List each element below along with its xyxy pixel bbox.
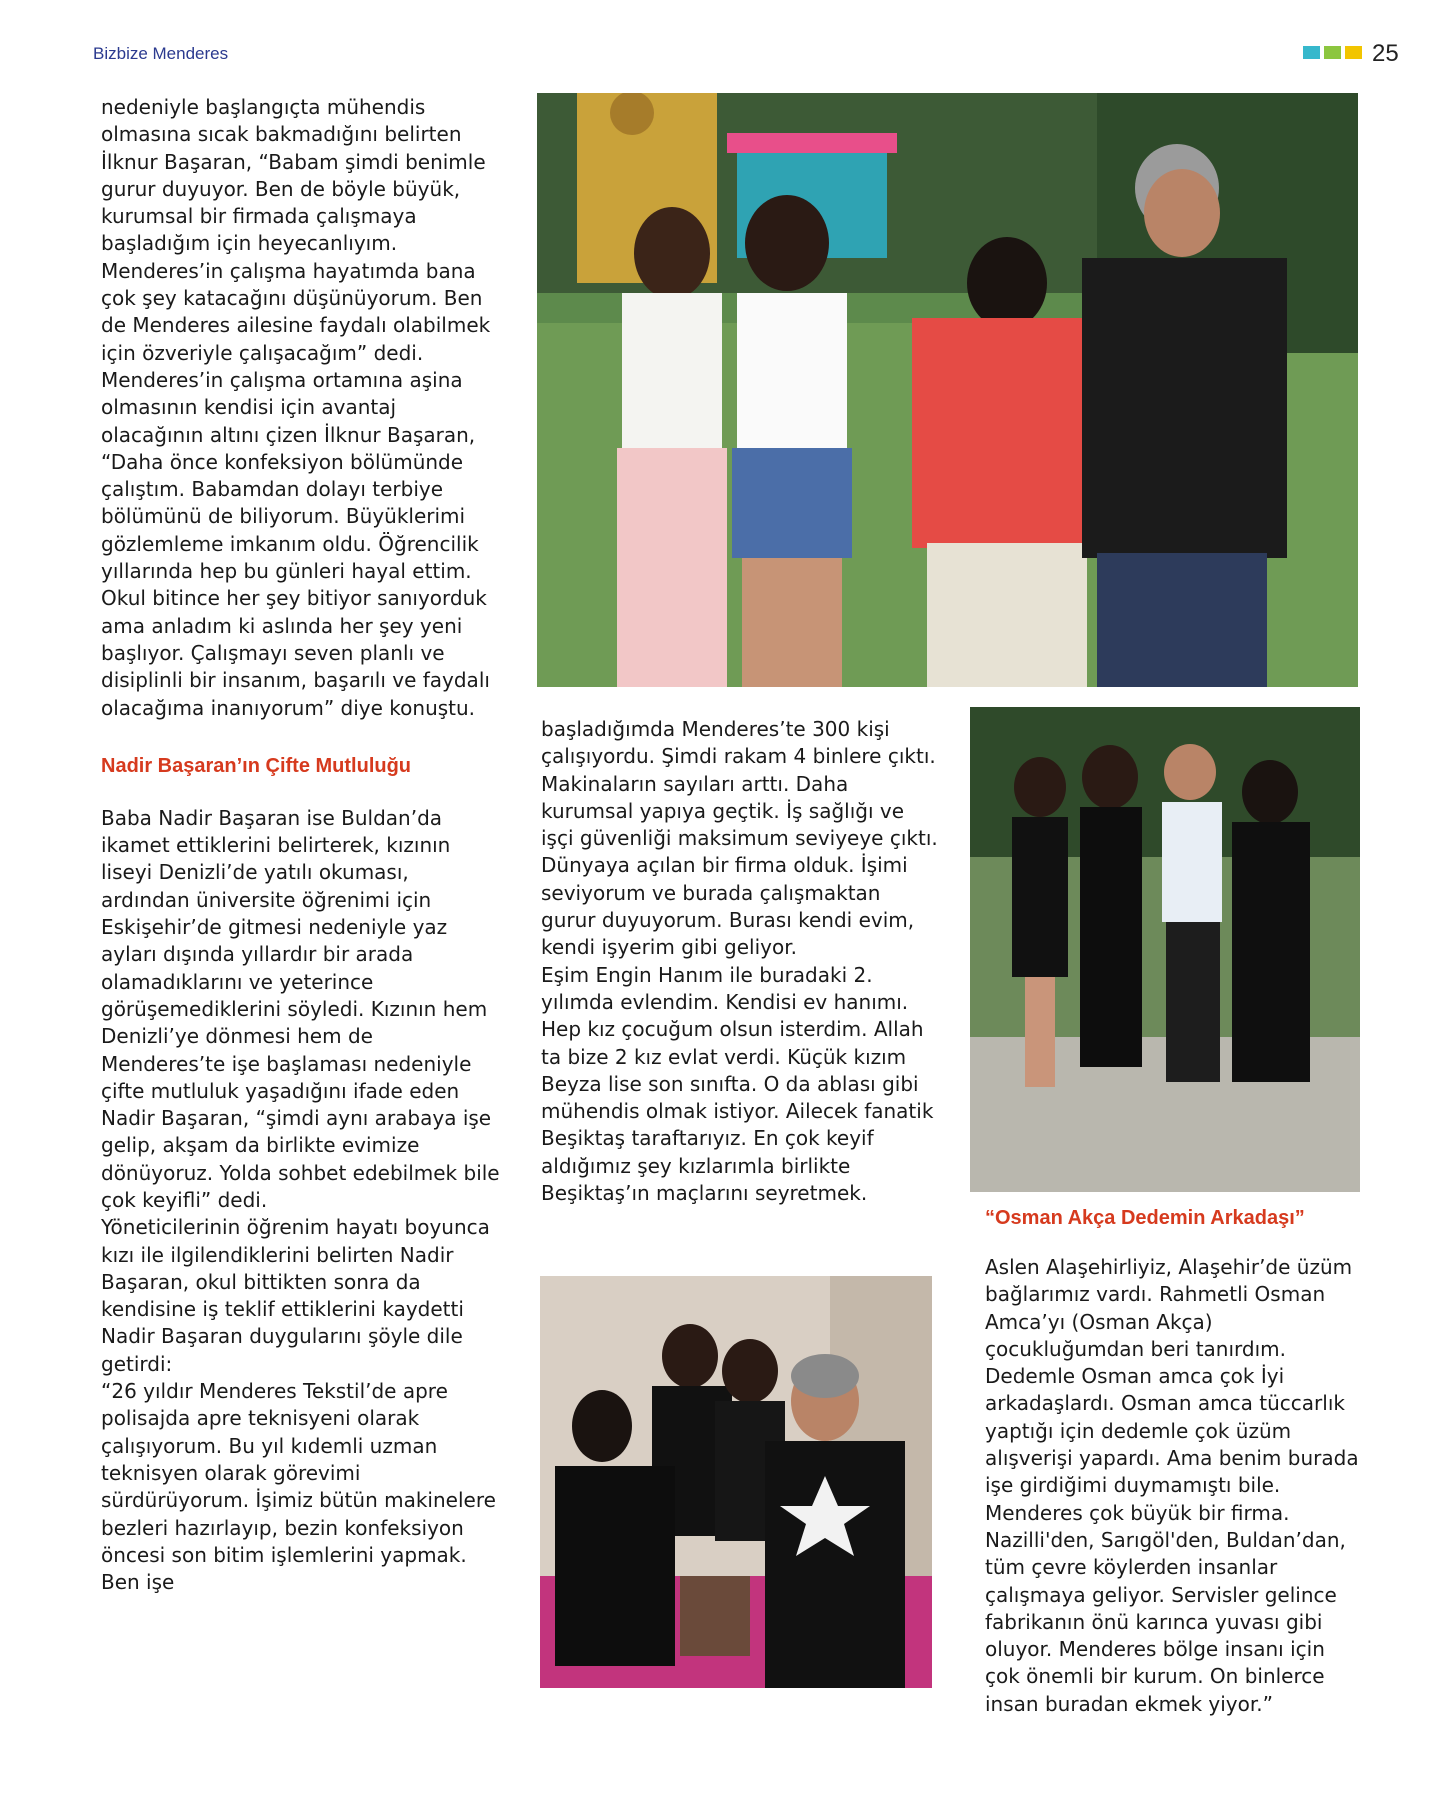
subheading-osman-akca: “Osman Akça Dedemin Arkadaşı” [985, 1207, 1305, 1229]
column-3 [985, 1205, 1365, 1718]
photo-family-park [537, 93, 1358, 687]
subheading-cifte-mutluluk: Nadir Başaran’ın Çifte Mutluluğu [101, 754, 412, 777]
page-number: 25 [1372, 40, 1399, 67]
color-squares [1303, 46, 1362, 59]
magazine-title: Bizbize Menderes [93, 44, 229, 63]
photo-family-besiktas [540, 1276, 932, 1688]
column-1-body-text: Baba Nadir Başaran ise Buldan’da ikamet ettiklerini belirterek, kızının liseyi Denizli’de yatılı okuması, ardından üniversite öğrenimi için Eskişehir’de gitmesi nedeniyle yaz ayları dışında yıllardır bir arada olamadıklarını ve yeterince görüşemediklerini söyledi. Kızının hem Denizli’ye dönmesi hem de Menderes’te işe başlaması nedeniyle çifte mutluluk yaşadığını ifade eden Nadir Başaran, “şimdi aynı arabaya işe gelip, akşam da birlikte evimize dönüyoruz. Yolda sohbet edebilmek bile çok keyifli” dedi. Yöneticilerinin öğrenim hayatı boyunca kızı ile ilgilendiklerini belirten Nadir Başaran, okul bittikten sonra da kendisine iş teklif ettiklerini kaydetti Nadir Başaran duygularını şöyle dile getirdi: “26 yıldır Menderes Tekstil’de apre polisajda apre teknisyeni olarak çalışıyorum. Bu yıl kıdemli uzman teknisyen olarak görevimi sürdürüyorum. İşimiz bütün makinelere bezleri hazırlayıp, bezin konfeksiyon öncesi son bitim işlemlerini yapmak. Ben işe [101, 805, 500, 1595]
column-1-intro-text: nedeniyle başlangıçta mühendis olmasına sıcak bakmadığını belirten İlknur Başaran, “Babam şimdi benimle gurur duyuyor. Ben de böyle büyük, kurumsal bir firmada çalışmaya başladığım için heyecanlıyım. Menderes’in çalışma hayatımda bana çok şey katacağını düşünüyorum. Ben de Menderes ailesine faydalı olabilmek için özveriyle çalışacağım” dedi. Menderes’in çalışma ortamına aşina olmasının kendisi için avantaj olacağının altını çizen İlknur Başaran, “Daha önce konfeksiyon bölümünde çalıştım. Babamdan dolayı terbiye bölümünü de biliyorum. Büyüklerimi gözlemleme imkanım oldu. Öğrencilik yıllarında hep bu günleri hayal ettim. Okul bitince her şey bitiyor sanıyorduk ama anladım ki aslında her şey yeni başlıyor. Çalışmayı seven planlı ve disiplinli bir insanım, başarılı ve faydalı olacağıma inanıyorum” diye konuştu. [101, 95, 491, 720]
photo-family-black-dresses [970, 707, 1360, 1192]
color-square-green [1324, 46, 1341, 59]
column-1 [101, 94, 501, 1596]
column-2 [541, 716, 941, 1207]
column-3-body-text: Aslen Alaşehirliyiz, Alaşehir’de üzüm bağlarımız vardı. Rahmetli Osman Amca’yı (Osman Akça) çocukluğumdan beri tanırdım. Dedemle Osman amca çok İyi arkadaşlardı. Osman amca tüccarlık yaptığı için dedemle çok üzüm alışverişi yapardı. Ama benim burada işe girdiğimi duymamıştı bile. Menderes çok büyük bir firma. Nazilli'den, Sarıgöl'den, Buldan’dan, tüm çevre köylerden insanlar çalışmaya geliyor. Servisler gelince fabrikanın önü karınca yuvası gibi oluyor. Menderes bölge insanı için çok önemli bir kurum. On binlerce insan buradan ekmek yiyor.” [985, 1255, 1359, 1716]
color-square-cyan [1303, 46, 1320, 59]
column-2-body-text: başladığımda Menderes’te 300 kişi çalışıyordu. Şimdi rakam 4 binlere çıktı. Makinaların sayıları arttı. Daha kurumsal yapıya geçtik. İş sağlığı ve işçi güvenliği maksimum seviyeye çıktı. Dünyaya açılan bir firma olduk. İşimi seviyorum ve burada çalışmaktan gurur duyuyorum. Burası kendi evim, kendi işyerim gibi geliyor. Eşim Engin Hanım ile buradaki 2. yılımda evlendim. Kendisi ev hanımı. Hep kız çocuğum olsun isterdim. Allah ta bize 2 kız evlat verdi. Küçük kızım Beyza lise son sınıfta. O da ablası gibi mühendis olmak istiyor. Ailecek fanatik Beşiktaş taraftarıyız. En çok keyif aldığımız şey kızlarımla birlikte Beşiktaş’ın maçlarını seyretmek. [541, 717, 938, 1206]
color-square-yellow [1345, 46, 1362, 59]
